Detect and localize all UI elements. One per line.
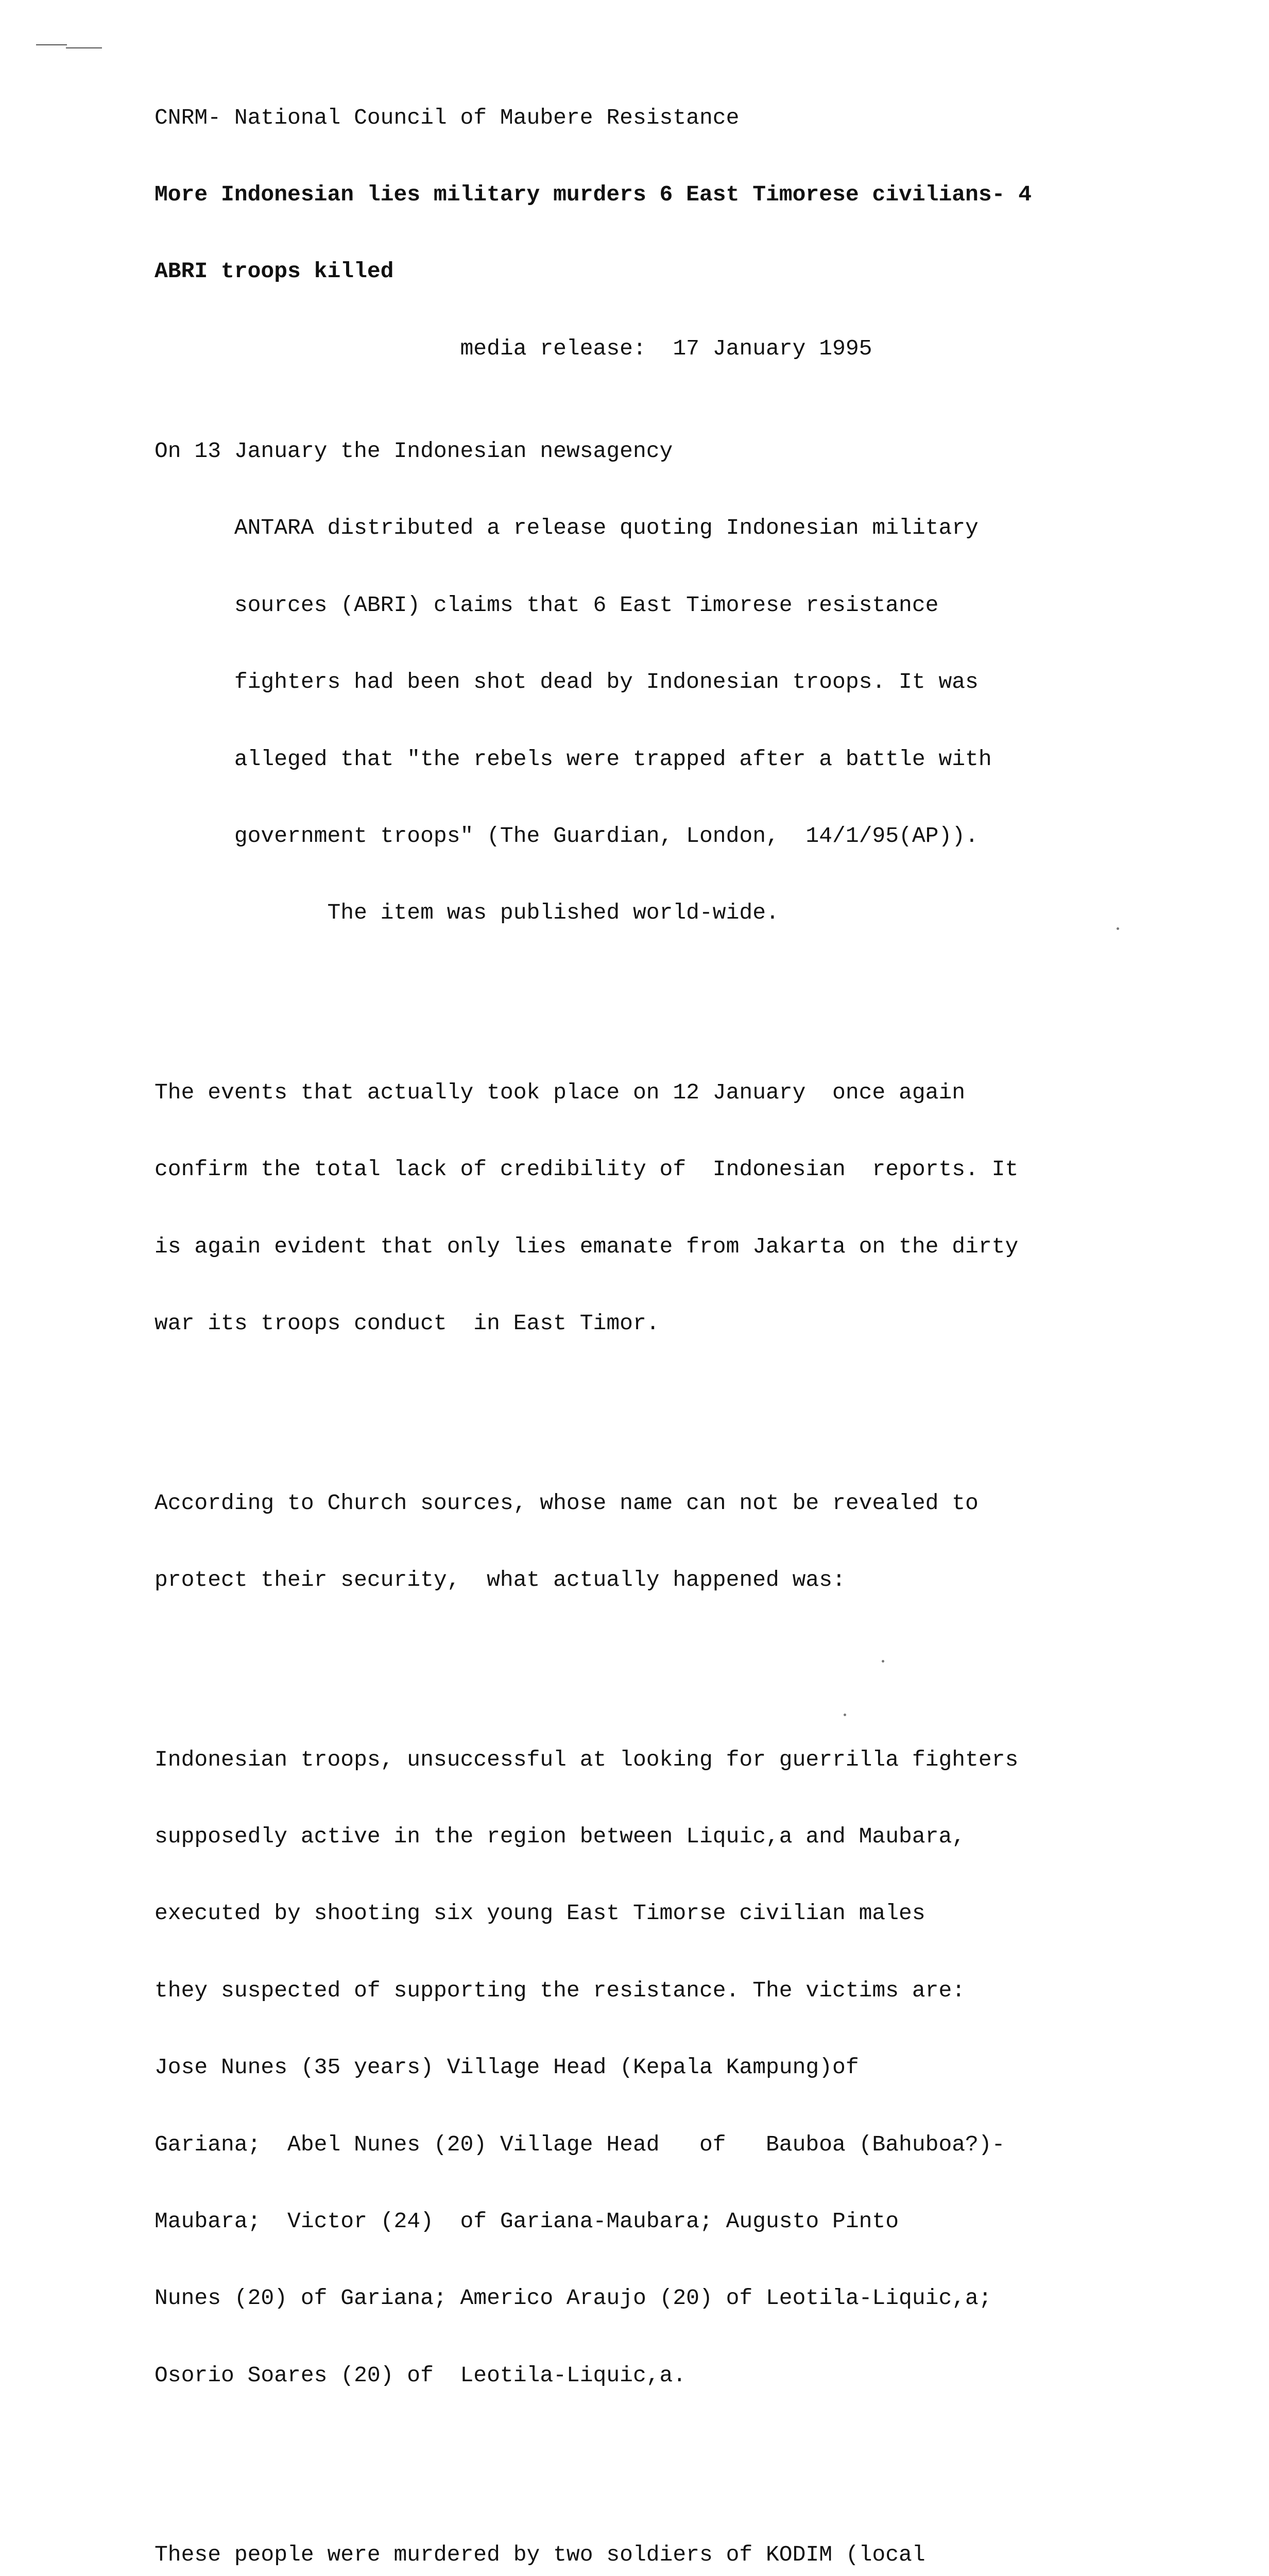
- document-text: [155, 54, 1190, 2576]
- paragraph-line: Gariana; Abel Nunes (20) Village Head of Bauboa (Bahuboa?)-: [155, 2131, 1005, 2157]
- scan-speck: [844, 1714, 846, 1716]
- paragraph-line: is again evident that only lies emanate from Jakarta on the dirty: [155, 1233, 1019, 1259]
- intro-line: The item was published world-wide.: [155, 900, 779, 926]
- paragraph-line: Osorio Soares (20) of Leotila-Liquic,a.: [155, 2362, 687, 2388]
- paragraph-line: Jose Nunes (35 years) Village Head (Kepala Kampung)of: [155, 2055, 859, 2080]
- paragraph-line: According to Church sources, whose name can not be revealed to: [155, 1490, 979, 1516]
- scan-mark: [66, 47, 102, 48]
- paragraph-line: Indonesian troops, unsuccessful at looking for guerrilla fighters: [155, 1747, 1019, 1772]
- intro-line: government troops" (The Guardian, London, 14/1/95(AP)).: [155, 823, 979, 849]
- paragraph-line: executed by shooting six young East Timorse civilian males: [155, 1901, 925, 1926]
- paragraph-line: protect their security, what actually happened was:: [155, 1567, 846, 1593]
- scan-mark: [36, 44, 67, 45]
- paragraph-line: Maubara; Victor (24) of Gariana-Maubara; Augusto Pinto: [155, 2208, 899, 2234]
- paragraph-line: war its troops conduct in East Timor.: [155, 1311, 660, 1336]
- intro-line: sources (ABRI) claims that 6 East Timorese resistance: [155, 592, 939, 618]
- paragraph-line: Nunes (20) of Gariana; Americo Araujo (20) of Leotila-Liquic,a;: [155, 2285, 992, 2311]
- scan-speck: [882, 1660, 884, 1663]
- org-line: CNRM- National Council of Maubere Resistance: [155, 105, 740, 130]
- media-release-date: media release: 17 January 1995: [155, 335, 872, 361]
- headline-line: More Indonesian lies military murders 6 East Timorese civilians- 4: [155, 181, 1032, 207]
- paragraph-line: they suspected of supporting the resistance. The victims are:: [155, 1977, 966, 2003]
- scan-speck: [1117, 927, 1119, 930]
- intro-line: On 13 January the Indonesian newsagency: [155, 438, 673, 464]
- paragraph-line: These people were murdered by two soldiers of KODIM (local: [155, 2542, 925, 2568]
- intro-line: alleged that "the rebels were trapped after a battle with: [155, 746, 992, 772]
- paragraph-line: supposedly active in the region between Liquic,a and Maubara,: [155, 1823, 966, 1849]
- intro-line: ANTARA distributed a release quoting Indonesian military: [155, 515, 979, 541]
- intro-line: fighters had been shot dead by Indonesian troops. It was: [155, 669, 979, 695]
- paragraph-line: The events that actually took place on 12 January once again: [155, 1079, 966, 1105]
- headline-line: ABRI troops killed: [155, 259, 394, 284]
- paragraph-line: confirm the total lack of credibility of Indonesian reports. It: [155, 1157, 1019, 1182]
